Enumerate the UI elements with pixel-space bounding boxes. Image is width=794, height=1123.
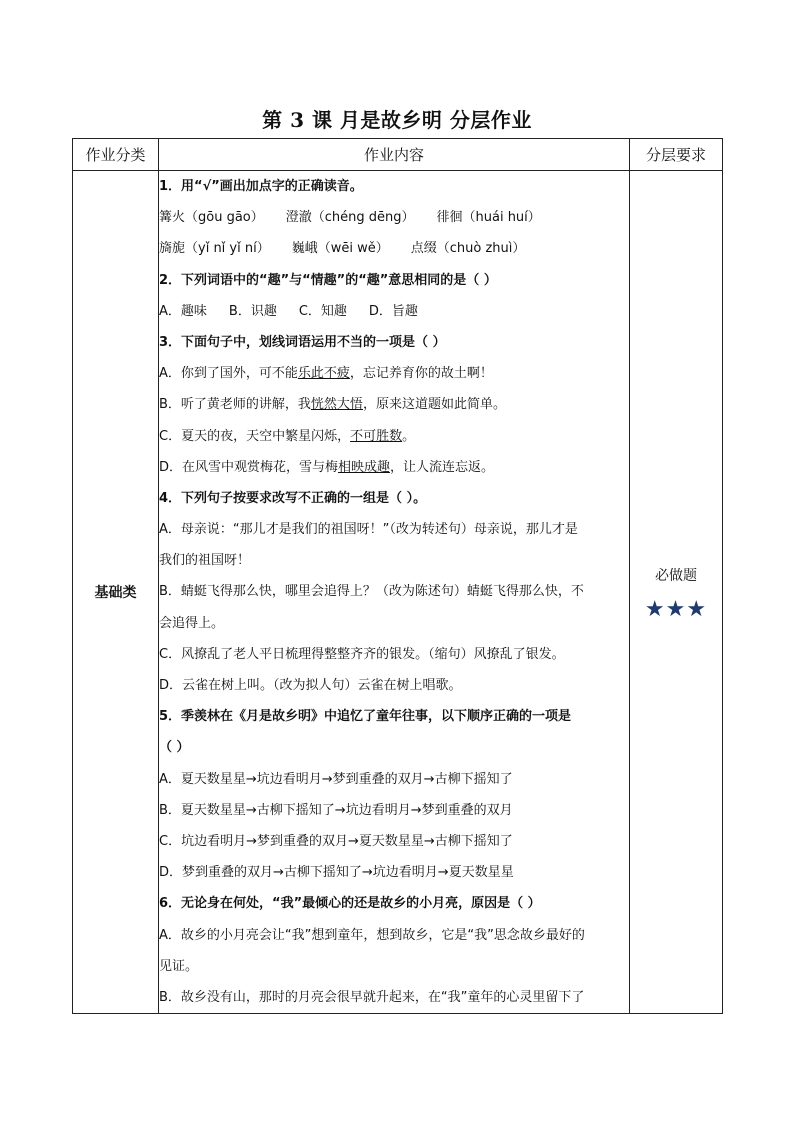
option-text: 。 [402, 428, 416, 444]
table-row [73, 171, 723, 1014]
pinyin-item: 点缀（chuò zhuì） [410, 241, 526, 257]
category-cell: 基础类 [73, 171, 159, 1014]
question-2-title: 2．下列词语中的“趣”与“情趣”的“趣”意思相同的是（ ） [159, 272, 497, 288]
question-1-title: 1．用“√”画出加点字的正确读音。 [159, 179, 363, 194]
question-1-row-2 [159, 233, 629, 264]
requirement-cell [630, 171, 723, 1014]
pinyin-item: 徘徊（huái huí） [436, 210, 541, 226]
underlined-phrase: 恍然大悟 [310, 397, 363, 413]
table-header-row [73, 139, 723, 171]
option-text: A．你到了国外，可不能 [159, 366, 298, 382]
three-stars-icon: ★★★ [644, 596, 708, 622]
question-4-option-c: C．风撩乱了老人平日梳理得整整齐齐的银发。（缩句）风撩乱了银发。 [159, 646, 565, 662]
homework-table [72, 138, 723, 1014]
question-6-title: 6．无论身在何处，“我”最倾心的还是故乡的小月亮，原因是（ ） [159, 896, 541, 912]
question-5-option-b: B．夏天数星星→古柳下摇知了→坑边看明月→梦到重叠的双月 [159, 802, 513, 818]
pinyin-item: 篝火（gōu gāo） [159, 210, 264, 226]
question-3-option-c [159, 421, 629, 452]
question-3-option-b [159, 389, 629, 420]
option-b: B．识趣 [228, 303, 277, 319]
option-c: C．知趣 [298, 303, 347, 319]
option-text: C．夏天的夜，天空中繁星闪烁， [159, 428, 351, 444]
content-cell [159, 171, 630, 1014]
option-text: ，原来这道题如此简单。 [362, 397, 506, 413]
underlined-phrase: 不可胜数 [350, 428, 403, 444]
header-category: 作业分类 [73, 139, 159, 171]
pinyin-item: 澄澈（chéng dēng） [285, 210, 415, 226]
underlined-phrase: 乐此不疲 [297, 366, 350, 382]
question-5-option-a: A．夏天数星星→坑边看明月→梦到重叠的双月→古柳下摇知了 [159, 771, 513, 787]
question-4-option-d: D．云雀在树上叫。（改为拟人句）云雀在树上唱歌。 [159, 678, 462, 693]
question-4-option-b-line1: B．蜻蜓飞得那么快，哪里会追得上？（改为陈述句）蜻蜓飞得那么快，不 [159, 584, 584, 600]
pinyin-item: 旖旎（yǐ nǐ yǐ ní） [159, 241, 270, 257]
option-text: ，忘记养育你的故土啊！ [349, 366, 493, 382]
question-3-option-d [159, 452, 629, 483]
question-4-option-a-line1: A．母亲说：“那儿才是我们的祖国呀！”（改为转述句）母亲说，那儿才是 [159, 522, 578, 538]
question-6-option-b-line1: B．故乡没有山，那时的月亮会很早就升起来，在“我”童年的心灵里留下了 [159, 989, 585, 1005]
question-1-row-1 [159, 202, 629, 233]
question-3-title: 3．下面句子中，划线词语运用不当的一项是（ ） [159, 334, 446, 350]
question-5-option-c: C．坑边看明月→梦到重叠的双月→夏天数星星→古柳下摇知了 [159, 833, 513, 849]
question-5-answer-blank: （ ） [159, 740, 190, 756]
option-text: B．听了黄老师的讲解，我 [159, 397, 311, 413]
option-d: D．旨趣 [368, 303, 418, 319]
header-content: 作业内容 [159, 139, 630, 171]
question-2-options [159, 296, 629, 327]
question-3-option-a [159, 358, 629, 389]
header-requirement: 分层要求 [630, 139, 723, 171]
question-6-option-a-line2: 见证。 [159, 958, 199, 974]
underlined-phrase: 相映成趣 [338, 459, 391, 475]
question-4-option-a-line2: 我们的祖国呀！ [159, 553, 251, 569]
option-text: ，让人流连忘返。 [390, 459, 495, 475]
question-4-option-b-line2: 会追得上。 [159, 615, 225, 631]
option-text: D．在风雪中观赏梅花，雪与梅 [159, 459, 339, 475]
option-a: A．趣味 [159, 303, 207, 319]
pinyin-item: 巍峨（wēi wě） [291, 241, 389, 257]
requirement-label: 必做题 [655, 567, 697, 584]
page-title: 第 3 课 月是故乡明 分层作业 [262, 108, 532, 132]
question-6-option-a-line1: A．故乡的小月亮会让“我”想到童年，想到故乡，它是“我”思念故乡最好的 [159, 927, 585, 943]
question-5-option-d: D．梦到重叠的双月→古柳下摇知了→坑边看明月→夏天数星星 [159, 865, 514, 881]
question-4-title: 4．下列句子按要求改写不正确的一组是（ ）。 [159, 490, 427, 506]
question-5-title: 5．季羡林在《月是故乡明》中追忆了童年往事，以下顺序正确的一项是 [159, 709, 572, 725]
